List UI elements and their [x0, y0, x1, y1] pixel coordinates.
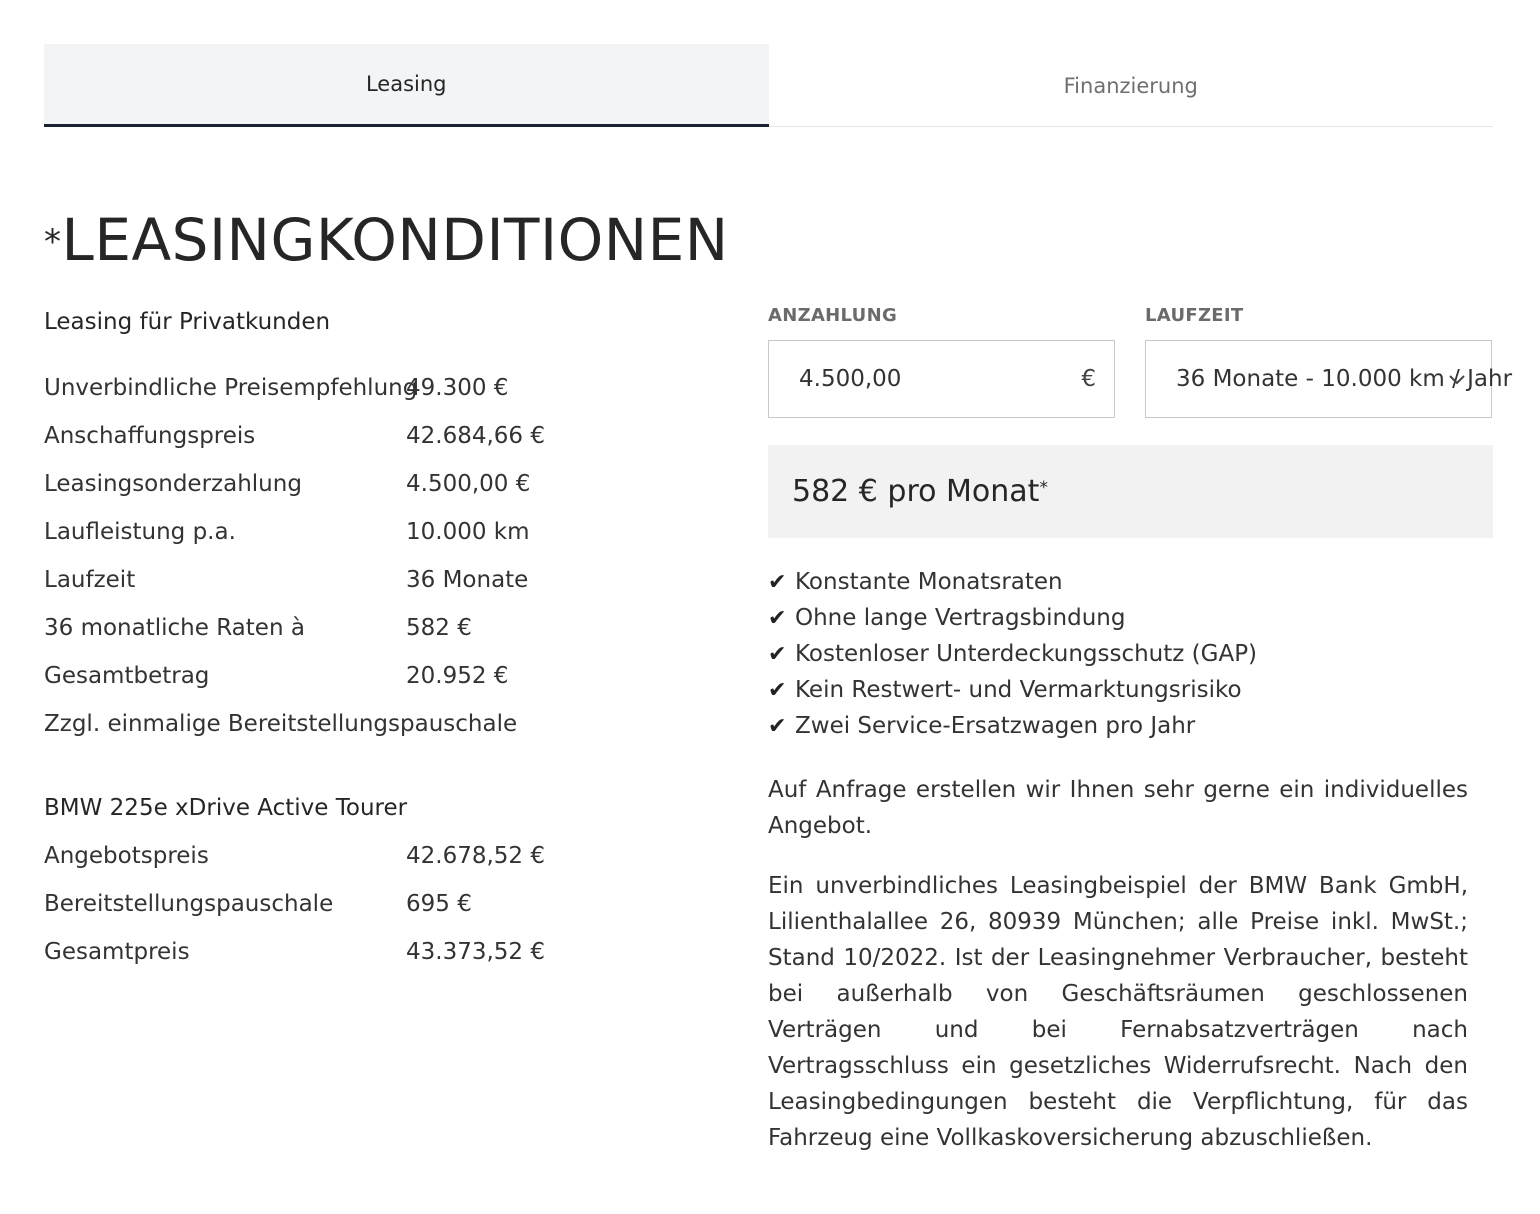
conditions-panel [44, 304, 734, 976]
tab-leasing[interactable]: Leasing [44, 44, 769, 127]
provision-fee-note: Zzgl. einmalige Bereitstellungspauschale [44, 711, 518, 737]
title-text: LEASINGKONDITIONEN [61, 206, 729, 274]
term-label: LAUFZEIT [1145, 305, 1244, 326]
benefit-item [768, 564, 1493, 600]
condition-value: 10.000 km [406, 519, 530, 545]
condition-label: 36 monatliche Raten à [44, 615, 305, 641]
check-icon: ✔ [768, 677, 787, 703]
condition-row [44, 460, 734, 508]
check-icon: ✔ [768, 641, 787, 667]
price-label: Gesamtpreis [44, 939, 190, 965]
benefit-text: Kostenloser Unterdeckungsschutz (GAP) [795, 641, 1258, 667]
condition-value: 49.300 € [406, 375, 509, 401]
condition-value: 20.952 € [406, 663, 509, 689]
euro-suffix: € [1081, 366, 1096, 392]
title-asterisk: * [44, 222, 62, 262]
condition-label: Laufzeit [44, 567, 136, 593]
price-row [44, 832, 734, 880]
benefit-item [768, 636, 1493, 672]
benefit-text: Kein Restwert- und Vermarktungsrisiko [795, 677, 1242, 703]
check-icon: ✔ [768, 713, 787, 739]
condition-label: Laufleistung p.a. [44, 519, 236, 545]
private-conditions-table [44, 364, 734, 748]
tab-finanzierung[interactable]: Finanzierung [1063, 73, 1198, 98]
downpayment-value[interactable]: 4.500,00 [799, 366, 902, 392]
monthly-rate-box [768, 445, 1493, 538]
benefit-text: Ohne lange Vertragsbindung [795, 605, 1126, 631]
offer-paragraph: Auf Anfrage erstellen wir Ihnen sehr gerne ein individuelles Angebot. [768, 777, 1468, 839]
price-value: 695 € [406, 891, 472, 917]
downpayment-label: ANZAHLUNG [768, 305, 898, 326]
benefit-item [768, 708, 1493, 744]
calculator-fields [768, 300, 1513, 418]
price-row [44, 928, 734, 976]
term-select[interactable] [1145, 340, 1513, 418]
condition-row [44, 604, 734, 652]
tab-bar [44, 44, 1493, 127]
chevron-down-icon[interactable] [1447, 369, 1467, 389]
condition-row [44, 652, 734, 700]
calculator-panel [768, 300, 1513, 1156]
condition-value: 4.500,00 € [406, 471, 531, 497]
check-icon: ✔ [768, 605, 787, 631]
check-icon: ✔ [768, 569, 787, 595]
price-row [44, 880, 734, 928]
model-title: BMW 225e xDrive Active Tourer [44, 795, 408, 821]
benefit-item [768, 600, 1493, 636]
benefit-text: Zwei Service-Ersatzwagen pro Jahr [795, 713, 1196, 739]
price-value: 43.373,52 € [406, 939, 545, 965]
model-price-table [44, 832, 734, 976]
condition-label: Gesamtbetrag [44, 663, 210, 689]
condition-label: Anschaffungspreis [44, 423, 256, 449]
legal-disclaimer: Ein unverbindliches Leasingbeispiel der BMW Bank GmbH, Lilienthalallee 26, 80939 München; alle Preise inkl. MwSt.; Stand 10/2022. Ist der Leasingnehmer Verbraucher, besteht bei außerhalb von Geschäftsräumen geschlossenen Verträgen und bei Fernabsatzverträgen nach Vertragsschluss ein gesetzliches Widerrufsrecht. Nach den Leasingbedingungen besteht die Verpflichtung, für das Fahrzeug eine Vollkaskoversicherung abzuschließen. [768, 873, 1468, 1151]
condition-row [44, 412, 734, 460]
condition-value: 36 Monate [406, 567, 529, 593]
private-customers-title: Leasing für Privatkunden [44, 309, 331, 335]
page-title [44, 205, 729, 275]
benefit-item [768, 672, 1493, 708]
benefit-text: Konstante Monatsraten [795, 569, 1063, 595]
condition-label: Leasingsonderzahlung [44, 471, 302, 497]
price-label: Bereitstellungspauschale [44, 891, 334, 917]
condition-value: 582 € [406, 615, 472, 641]
downpayment-input[interactable] [768, 340, 1115, 418]
benefit-list [768, 564, 1493, 744]
price-label: Angebotspreis [44, 843, 209, 869]
monthly-rate: 582 € pro Monat [792, 474, 1040, 509]
condition-value: 42.684,66 € [406, 423, 545, 449]
monthly-asterisk: * [1039, 477, 1048, 498]
price-value: 42.678,52 € [406, 843, 545, 869]
condition-row [44, 364, 734, 412]
condition-label: Unverbindliche Preisempfehlung [44, 375, 418, 401]
term-value[interactable]: 36 Monate - 10.000 km / Jahr [1176, 366, 1513, 392]
condition-row [44, 508, 734, 556]
downpayment-field [768, 300, 1115, 418]
term-field [1145, 300, 1513, 418]
condition-row [44, 556, 734, 604]
